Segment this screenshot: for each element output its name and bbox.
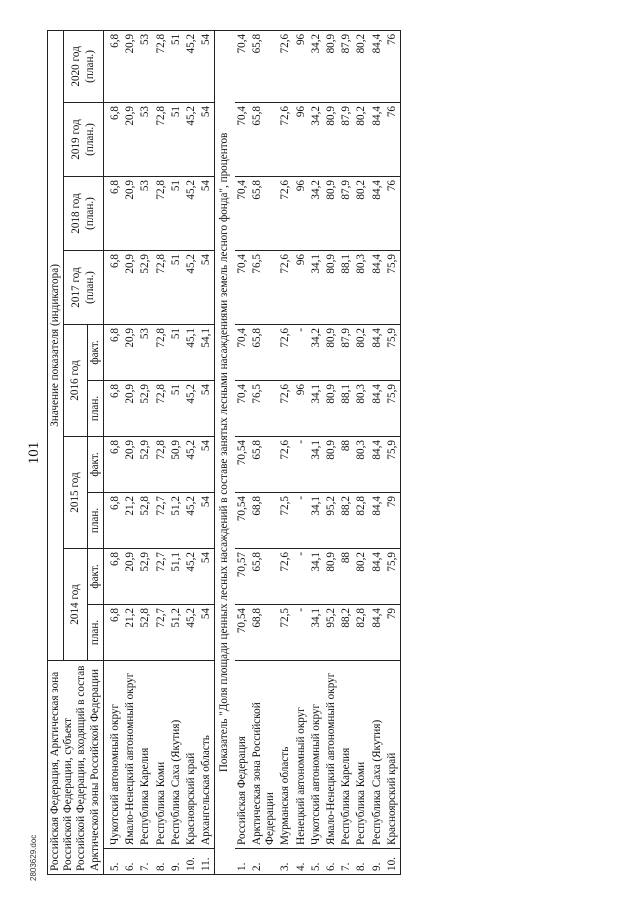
value-cell: 20,9 bbox=[123, 30, 138, 102]
value-cell: 20,9 bbox=[123, 436, 138, 492]
value-cell: 34,1 bbox=[309, 380, 324, 436]
value-cell: 82,8 bbox=[354, 492, 369, 548]
value-cell: 72,6 bbox=[278, 324, 293, 380]
header-year-2019: 2019 год (план.) bbox=[64, 102, 104, 176]
value-cell: 84,4 bbox=[370, 380, 385, 436]
table-row bbox=[309, 30, 324, 874]
row-name: Республика Коми bbox=[154, 660, 169, 848]
header-plan: план. bbox=[87, 604, 103, 660]
value-cell: 34,1 bbox=[309, 492, 324, 548]
header-plan: план. bbox=[87, 492, 103, 548]
value-cell: 45,2 bbox=[184, 548, 199, 604]
value-cell: 84,4 bbox=[370, 30, 385, 102]
row-name: Ямало-Ненецкий автономный округ bbox=[123, 660, 138, 848]
header-values-title: Значение показателя (индикатора) bbox=[48, 30, 64, 660]
table-row bbox=[324, 30, 339, 874]
value-cell: - bbox=[294, 436, 309, 492]
header-year-2020: 2020 год (план.) bbox=[64, 30, 104, 102]
row-name: Архангельская область bbox=[199, 660, 215, 848]
header-fact: факт. bbox=[87, 548, 103, 604]
value-cell: 76 bbox=[385, 102, 401, 176]
value-cell: 72,8 bbox=[154, 102, 169, 176]
value-cell: 80,9 bbox=[324, 324, 339, 380]
row-number: 10. bbox=[385, 848, 401, 874]
row-number: 2. bbox=[250, 848, 278, 874]
value-cell: 70,4 bbox=[235, 176, 250, 250]
value-cell: 76,5 bbox=[250, 250, 278, 324]
value-cell: 53 bbox=[138, 324, 153, 380]
value-cell: 75,9 bbox=[385, 436, 401, 492]
value-cell: 75,9 bbox=[385, 380, 401, 436]
value-cell: 52,8 bbox=[138, 604, 153, 660]
row-name: Российская Федерация bbox=[235, 660, 250, 848]
value-cell: 70,54 bbox=[235, 436, 250, 492]
value-cell: 50,9 bbox=[169, 436, 184, 492]
value-cell: 80,9 bbox=[324, 250, 339, 324]
value-cell: 34,1 bbox=[309, 604, 324, 660]
table-row bbox=[370, 30, 385, 874]
value-cell: 52,9 bbox=[138, 250, 153, 324]
value-cell: 80,9 bbox=[324, 102, 339, 176]
row-number: 8. bbox=[354, 848, 369, 874]
value-cell: 80,2 bbox=[354, 548, 369, 604]
value-cell: 76,5 bbox=[250, 380, 278, 436]
value-cell: 65,8 bbox=[250, 324, 278, 380]
row-name: Республика Коми bbox=[354, 660, 369, 848]
value-cell: 72,7 bbox=[154, 492, 169, 548]
table-row bbox=[199, 30, 215, 874]
value-cell: 79 bbox=[385, 604, 401, 660]
value-cell: 6,8 bbox=[103, 548, 123, 604]
value-cell: 20,9 bbox=[123, 548, 138, 604]
table-body bbox=[103, 30, 400, 874]
row-number: 10. bbox=[184, 848, 199, 874]
value-cell: 72,6 bbox=[278, 176, 293, 250]
value-cell: 52,9 bbox=[138, 380, 153, 436]
table-row bbox=[235, 30, 250, 874]
value-cell: 6,8 bbox=[103, 492, 123, 548]
value-cell: 72,5 bbox=[278, 604, 293, 660]
value-cell: 72,6 bbox=[278, 30, 293, 102]
value-cell: 79 bbox=[385, 492, 401, 548]
row-number: 9. bbox=[169, 848, 184, 874]
header-region: Российская Федерация, Арктическая зона Российской Федерации, субъект Российской Федерации, входящий в состав Арктической зоны Российской Федерации bbox=[48, 660, 104, 874]
value-cell: 95,2 bbox=[324, 492, 339, 548]
header-plan: план. bbox=[87, 380, 103, 436]
value-cell: 80,9 bbox=[324, 176, 339, 250]
value-cell: 72,8 bbox=[154, 324, 169, 380]
value-cell: 80,9 bbox=[324, 30, 339, 102]
value-cell: 45,2 bbox=[184, 436, 199, 492]
value-cell: 84,4 bbox=[370, 604, 385, 660]
value-cell: 70,4 bbox=[235, 380, 250, 436]
value-cell: 53 bbox=[138, 30, 153, 102]
value-cell: 54 bbox=[199, 492, 215, 548]
value-cell: 72,5 bbox=[278, 492, 293, 548]
value-cell: 20,9 bbox=[123, 176, 138, 250]
value-cell: 54 bbox=[199, 548, 215, 604]
value-cell: 6,8 bbox=[103, 250, 123, 324]
value-cell: 84,4 bbox=[370, 102, 385, 176]
value-cell: 34,1 bbox=[309, 250, 324, 324]
value-cell: 6,8 bbox=[103, 102, 123, 176]
value-cell: 96 bbox=[294, 250, 309, 324]
row-name: Красноярский край bbox=[385, 660, 401, 848]
row-number: 8. bbox=[154, 848, 169, 874]
value-cell: 34,1 bbox=[309, 436, 324, 492]
value-cell: 51 bbox=[169, 30, 184, 102]
row-number: 4. bbox=[294, 848, 309, 874]
value-cell: 88,1 bbox=[339, 250, 354, 324]
value-cell: 80,9 bbox=[324, 548, 339, 604]
value-cell: 34,2 bbox=[309, 176, 324, 250]
value-cell: 80,3 bbox=[354, 380, 369, 436]
row-name: Республика Саха (Якутия) bbox=[169, 660, 184, 848]
table-row bbox=[169, 30, 184, 874]
value-cell: 65,8 bbox=[250, 102, 278, 176]
value-cell: 54 bbox=[199, 30, 215, 102]
value-cell: 51 bbox=[169, 250, 184, 324]
value-cell: 72,8 bbox=[154, 380, 169, 436]
value-cell: 80,3 bbox=[354, 436, 369, 492]
row-number: 6. bbox=[324, 848, 339, 874]
page-number: 101 bbox=[26, 441, 42, 464]
value-cell: 88,1 bbox=[339, 380, 354, 436]
row-number: 5. bbox=[103, 848, 123, 874]
header-year-2018: 2018 год (план.) bbox=[64, 176, 104, 250]
value-cell: 96 bbox=[294, 380, 309, 436]
value-cell: 82,8 bbox=[354, 604, 369, 660]
value-cell: 88,2 bbox=[339, 492, 354, 548]
value-cell: 45,2 bbox=[184, 176, 199, 250]
section-row bbox=[215, 30, 235, 874]
value-cell: 21,2 bbox=[123, 604, 138, 660]
indicator-table bbox=[47, 29, 401, 874]
header-year-2014: 2014 год bbox=[64, 548, 87, 660]
value-cell: 45,1 bbox=[184, 324, 199, 380]
value-cell: 34,2 bbox=[309, 30, 324, 102]
value-cell: 84,4 bbox=[370, 548, 385, 604]
table-row bbox=[339, 30, 354, 874]
value-cell: 72,6 bbox=[278, 250, 293, 324]
table-row bbox=[385, 30, 401, 874]
row-name: Республика Карелия bbox=[138, 660, 153, 848]
value-cell: 6,8 bbox=[103, 176, 123, 250]
value-cell: 54 bbox=[199, 604, 215, 660]
value-cell: 54 bbox=[199, 250, 215, 324]
value-cell: 96 bbox=[294, 102, 309, 176]
value-cell: 51 bbox=[169, 176, 184, 250]
value-cell: 51 bbox=[169, 324, 184, 380]
value-cell: 70,4 bbox=[235, 102, 250, 176]
value-cell: 20,9 bbox=[123, 102, 138, 176]
section-title: Показатель "Доля площади ценных лесных насаждений в составе занятых лесными насаждениями земель лесного фонда", процентов bbox=[215, 30, 235, 874]
value-cell: 96 bbox=[294, 30, 309, 102]
value-cell: 45,2 bbox=[184, 102, 199, 176]
value-cell: 80,3 bbox=[354, 250, 369, 324]
value-cell: 6,8 bbox=[103, 380, 123, 436]
value-cell: 87,9 bbox=[339, 324, 354, 380]
value-cell: 70,4 bbox=[235, 250, 250, 324]
value-cell: 76 bbox=[385, 176, 401, 250]
header-year-2017: 2017 год (план.) bbox=[64, 250, 104, 324]
value-cell: 34,1 bbox=[309, 548, 324, 604]
value-cell: 80,9 bbox=[324, 436, 339, 492]
value-cell: 21,2 bbox=[123, 492, 138, 548]
row-number: 3. bbox=[278, 848, 293, 874]
value-cell: 72,6 bbox=[278, 102, 293, 176]
table-header bbox=[48, 30, 104, 874]
table-row bbox=[354, 30, 369, 874]
row-name: Красноярский край bbox=[184, 660, 199, 848]
value-cell: 75,9 bbox=[385, 250, 401, 324]
value-cell: 53 bbox=[138, 176, 153, 250]
value-cell: 51 bbox=[169, 380, 184, 436]
row-number: 7. bbox=[339, 848, 354, 874]
value-cell: 54 bbox=[199, 102, 215, 176]
value-cell: 20,9 bbox=[123, 250, 138, 324]
value-cell: 88,2 bbox=[339, 604, 354, 660]
row-name: Арктическая зона Российской Федерации bbox=[250, 660, 278, 848]
value-cell: 80,2 bbox=[354, 176, 369, 250]
table-row bbox=[184, 30, 199, 874]
value-cell: 88 bbox=[339, 548, 354, 604]
value-cell: 87,9 bbox=[339, 30, 354, 102]
value-cell: 45,2 bbox=[184, 250, 199, 324]
row-name: Ямало-Ненецкий автономный округ bbox=[324, 660, 339, 848]
document-reference: 2803629.doc bbox=[29, 834, 38, 881]
value-cell: 72,8 bbox=[154, 436, 169, 492]
row-number: 6. bbox=[123, 848, 138, 874]
value-cell: 51,2 bbox=[169, 492, 184, 548]
row-name: Чукотский автономный округ bbox=[103, 660, 123, 848]
value-cell: 6,8 bbox=[103, 30, 123, 102]
value-cell: 72,6 bbox=[278, 548, 293, 604]
value-cell: 70,54 bbox=[235, 604, 250, 660]
table-row bbox=[103, 30, 123, 874]
value-cell: 45,2 bbox=[184, 380, 199, 436]
value-cell: 88 bbox=[339, 436, 354, 492]
value-cell: 70,54 bbox=[235, 492, 250, 548]
value-cell: 70,4 bbox=[235, 30, 250, 102]
value-cell: 34,2 bbox=[309, 102, 324, 176]
value-cell: 51 bbox=[169, 102, 184, 176]
value-cell: 70,4 bbox=[235, 324, 250, 380]
value-cell: 70,57 bbox=[235, 548, 250, 604]
header-fact: факт. bbox=[87, 324, 103, 380]
value-cell: 65,8 bbox=[250, 436, 278, 492]
value-cell: 96 bbox=[294, 176, 309, 250]
value-cell: 53 bbox=[138, 102, 153, 176]
value-cell: 68,8 bbox=[250, 604, 278, 660]
table-row bbox=[294, 30, 309, 874]
value-cell: 76 bbox=[385, 30, 401, 102]
table-row bbox=[278, 30, 293, 874]
value-cell: 84,4 bbox=[370, 492, 385, 548]
value-cell: 84,4 bbox=[370, 176, 385, 250]
value-cell: 52,9 bbox=[138, 548, 153, 604]
value-cell: 80,2 bbox=[354, 30, 369, 102]
value-cell: 68,8 bbox=[250, 492, 278, 548]
value-cell: 20,9 bbox=[123, 324, 138, 380]
row-name: Республика Карелия bbox=[339, 660, 354, 848]
value-cell: 87,9 bbox=[339, 102, 354, 176]
value-cell: 72,8 bbox=[154, 176, 169, 250]
header-year-2016: 2016 год bbox=[64, 324, 87, 436]
value-cell: 52,8 bbox=[138, 492, 153, 548]
value-cell: 45,2 bbox=[184, 492, 199, 548]
value-cell: 6,8 bbox=[103, 324, 123, 380]
value-cell: 80,2 bbox=[354, 324, 369, 380]
value-cell: 87,9 bbox=[339, 176, 354, 250]
value-cell: 20,9 bbox=[123, 380, 138, 436]
value-cell: - bbox=[294, 492, 309, 548]
row-number: 7. bbox=[138, 848, 153, 874]
value-cell: 54 bbox=[199, 380, 215, 436]
value-cell: 65,8 bbox=[250, 548, 278, 604]
row-number: 1. bbox=[235, 848, 250, 874]
value-cell: 84,4 bbox=[370, 436, 385, 492]
value-cell: 45,2 bbox=[184, 604, 199, 660]
value-cell: 95,2 bbox=[324, 604, 339, 660]
value-cell: 80,2 bbox=[354, 102, 369, 176]
row-number: 9. bbox=[370, 848, 385, 874]
value-cell: 72,6 bbox=[278, 380, 293, 436]
value-cell: - bbox=[294, 604, 309, 660]
value-cell: 54 bbox=[199, 176, 215, 250]
value-cell: 72,8 bbox=[154, 30, 169, 102]
value-cell: 51,2 bbox=[169, 604, 184, 660]
value-cell: 72,7 bbox=[154, 604, 169, 660]
value-cell: 75,9 bbox=[385, 324, 401, 380]
value-cell: 34,2 bbox=[309, 324, 324, 380]
value-cell: - bbox=[294, 548, 309, 604]
value-cell: 75,9 bbox=[385, 548, 401, 604]
value-cell: 84,4 bbox=[370, 324, 385, 380]
row-name: Ненецкий автономный округ bbox=[294, 660, 309, 848]
value-cell: 52,9 bbox=[138, 436, 153, 492]
row-number: 5. bbox=[309, 848, 324, 874]
value-cell: 54 bbox=[199, 436, 215, 492]
value-cell: - bbox=[294, 324, 309, 380]
row-name: Республика Саха (Якутия) bbox=[370, 660, 385, 848]
header-year-2015: 2015 год bbox=[64, 436, 87, 548]
table-row bbox=[250, 30, 278, 874]
table-row bbox=[123, 30, 138, 874]
value-cell: 6,8 bbox=[103, 604, 123, 660]
value-cell: 51,1 bbox=[169, 548, 184, 604]
value-cell: 72,8 bbox=[154, 250, 169, 324]
value-cell: 54,1 bbox=[199, 324, 215, 380]
table-row bbox=[154, 30, 169, 874]
value-cell: 45,2 bbox=[184, 30, 199, 102]
value-cell: 84,4 bbox=[370, 250, 385, 324]
header-fact: факт. bbox=[87, 436, 103, 492]
rotated-page bbox=[25, 23, 615, 883]
value-cell: 6,8 bbox=[103, 436, 123, 492]
value-cell: 72,6 bbox=[278, 436, 293, 492]
value-cell: 65,8 bbox=[250, 176, 278, 250]
value-cell: 72,7 bbox=[154, 548, 169, 604]
row-name: Чукотский автономный округ bbox=[309, 660, 324, 848]
row-number: 11. bbox=[199, 848, 215, 874]
table-row bbox=[138, 30, 153, 874]
row-name: Мурманская область bbox=[278, 660, 293, 848]
value-cell: 65,8 bbox=[250, 30, 278, 102]
value-cell: 80,9 bbox=[324, 380, 339, 436]
